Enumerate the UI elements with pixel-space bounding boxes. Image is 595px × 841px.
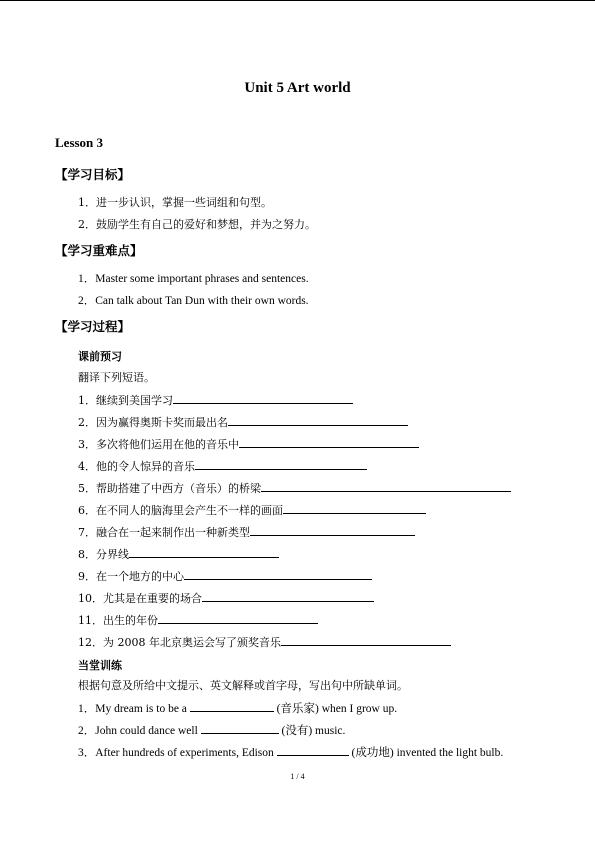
- section-heading-key-points: 【学习重难点】: [55, 243, 143, 258]
- preview-item: 2．因为赢得奥斯卡奖而最出名: [78, 415, 408, 429]
- preview-item: 10．尤其是在重要的场合: [78, 591, 374, 605]
- preview-instruction: 翻译下列短语。: [78, 371, 155, 384]
- preview-item: 6．在不同人的脑海里会产生不一样的画面: [78, 503, 426, 517]
- answer-blank[interactable]: [228, 415, 408, 426]
- subheading-practice: 当堂训练: [78, 659, 122, 672]
- answer-blank[interactable]: [281, 635, 451, 646]
- answer-blank[interactable]: [250, 525, 415, 536]
- answer-blank[interactable]: [239, 437, 419, 448]
- objective-item: 1．进一步认识，掌握一些词组和句型。: [78, 196, 272, 209]
- practice-instruction: 根据句意及所给中文提示、英文解释或首字母，写出句中所缺单词。: [78, 679, 408, 692]
- answer-blank[interactable]: [158, 613, 318, 624]
- answer-blank[interactable]: [173, 393, 353, 404]
- lesson-heading: Lesson 3: [55, 135, 104, 150]
- key-point-item: 1．Master some important phrases and sentences.: [78, 273, 309, 285]
- preview-item: 3．多次将他们运用在他的音乐中: [78, 437, 419, 451]
- preview-item: 7．融合在一起来制作出一种新类型: [78, 525, 415, 539]
- preview-item: 1．继续到美国学习: [78, 393, 353, 407]
- section-heading-objectives: 【学习目标】: [55, 167, 131, 182]
- preview-item: 5．帮助搭建了中西方（音乐）的桥梁: [78, 481, 511, 495]
- practice-item: 3．After hundreds of experiments, Edison (成功地) invented the light bulb.: [78, 747, 504, 759]
- preview-item: 12．为 2008 年北京奥运会写了颁奖音乐: [78, 635, 451, 649]
- practice-item: 2．John could dance well (没有) music.: [78, 725, 346, 737]
- preview-item: 4．他的令人惊异的音乐: [78, 459, 367, 473]
- key-point-item: 2．Can talk about Tan Dun with their own words.: [78, 295, 309, 307]
- preview-item: 11．出生的年份: [78, 613, 318, 627]
- answer-blank[interactable]: [202, 591, 374, 602]
- practice-item: 1．My dream is to be a (音乐家) when I grow up.: [78, 703, 398, 715]
- answer-blank[interactable]: [261, 481, 511, 492]
- answer-blank[interactable]: [201, 723, 279, 734]
- preview-item: 9．在一个地方的中心: [78, 569, 372, 583]
- answer-blank[interactable]: [190, 701, 274, 712]
- answer-blank[interactable]: [184, 569, 372, 580]
- page-number: 1 / 4: [290, 772, 305, 781]
- page-title: Unit 5 Art world: [244, 80, 351, 96]
- subheading-preview: 课前预习: [78, 350, 122, 363]
- objective-item: 2．鼓励学生有自己的爱好和梦想，并为之努力。: [78, 218, 316, 231]
- answer-blank[interactable]: [283, 503, 426, 514]
- answer-blank[interactable]: [195, 459, 367, 470]
- preview-item: 8．分界线: [78, 547, 279, 561]
- answer-blank[interactable]: [277, 745, 349, 756]
- section-heading-process: 【学习过程】: [55, 319, 131, 334]
- page-top-border: [0, 0, 595, 1]
- answer-blank[interactable]: [129, 547, 279, 558]
